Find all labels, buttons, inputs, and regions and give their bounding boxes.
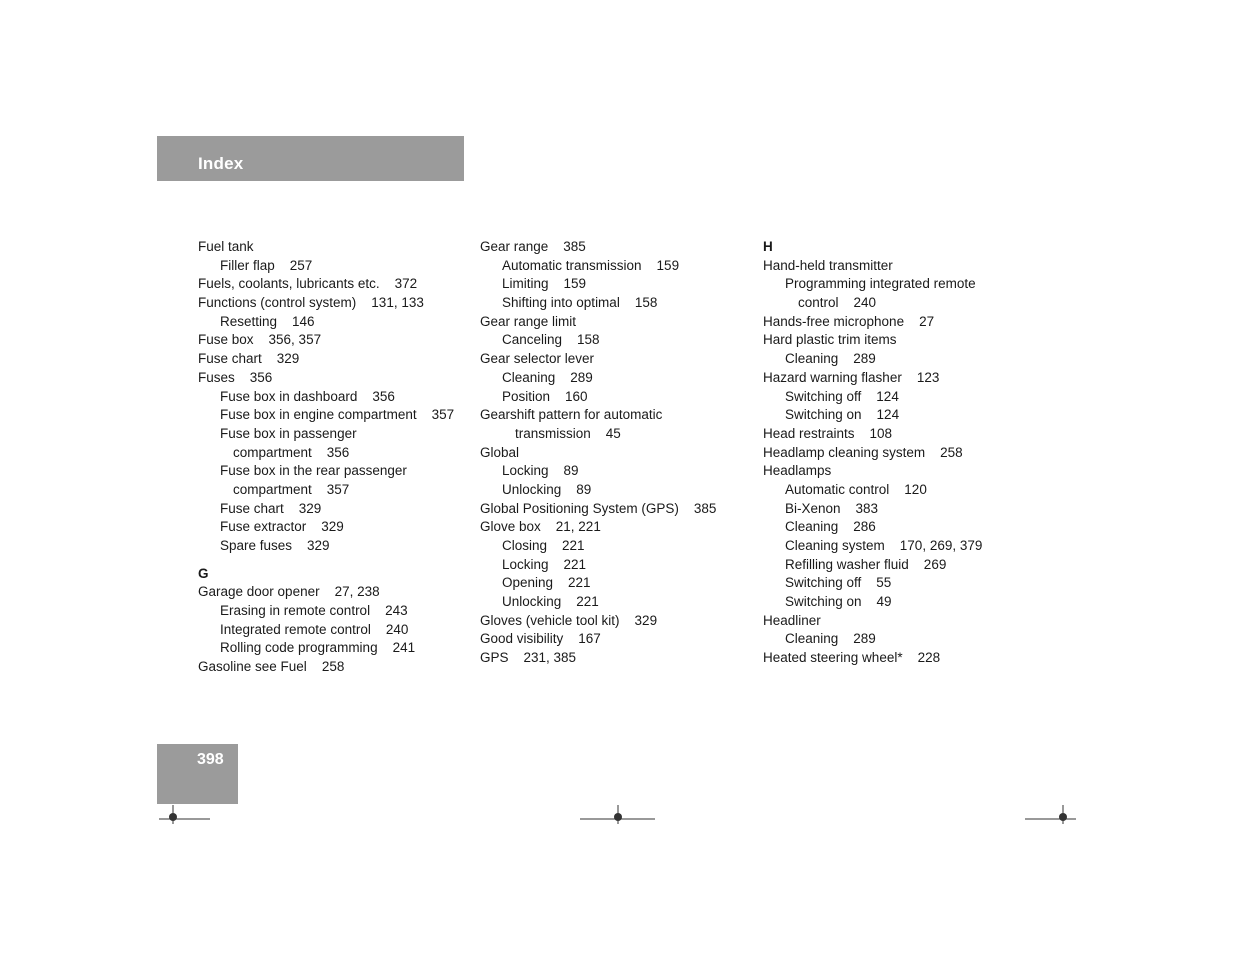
index-subentry: Cleaning 289 <box>785 351 876 367</box>
index-subentry: Position 160 <box>502 388 588 404</box>
index-subentry: Programming integrated remote <box>785 276 976 292</box>
index-entry: Headlamp cleaning system 258 <box>763 444 963 460</box>
registration-mark-icon <box>578 803 658 825</box>
index-subentry: Switching off 55 <box>785 575 892 591</box>
index-entry: Gear selector lever <box>480 351 595 367</box>
index-entry: Gear range 385 <box>480 239 586 254</box>
index-subentry: Locking 221 <box>502 556 587 572</box>
index-entry: Fuse chart 329 <box>198 351 300 367</box>
index-entry: Hard plastic trim items <box>763 332 897 348</box>
index-entry: Headlamps <box>763 463 832 479</box>
index-subentry: Locking 89 <box>502 463 579 479</box>
index-entry: Gloves (vehicle tool kit) 329 <box>480 612 658 628</box>
index-subentry: Limiting 159 <box>502 276 587 292</box>
index-subentry: Fuse box in the rear passenger <box>220 463 407 479</box>
index-subentry: Fuse box in dashboard 356 <box>220 388 395 404</box>
index-entry: GPS 231, 385 <box>480 650 577 666</box>
index-subentry: Switching on 124 <box>785 407 900 423</box>
index-subentry: Fuse extractor 329 <box>220 519 344 535</box>
index-entry: Gearshift pattern for automatic <box>480 407 663 423</box>
index-subentry: Closing 221 <box>502 538 585 553</box>
index-entry: Garage door opener 27, 238 <box>198 584 380 600</box>
index-subentry: Resetting 146 <box>220 313 315 329</box>
index-entry: Fuses 356 <box>198 369 273 385</box>
index-entry: Functions (control system) 131, 133 <box>198 295 424 311</box>
index-continuation: transmission 45 <box>515 425 621 441</box>
index-continuation: compartment 357 <box>233 481 350 497</box>
page-number: 398 <box>197 751 224 768</box>
index-entry: Heated steering wheel* 228 <box>763 650 941 666</box>
index-subentry: Refilling washer fluid 269 <box>785 556 947 572</box>
index-subentry: Fuse box in engine compartment 357 <box>220 407 455 423</box>
index-entry: Head restraints 108 <box>763 425 893 441</box>
section-header-bar <box>157 136 464 181</box>
index-entry: Global Positioning System (GPS) 385 <box>480 500 717 516</box>
index-entry: Gear range limit <box>480 313 577 329</box>
index-entry: Gasoline see Fuel 258 <box>198 659 345 675</box>
index-subentry: Erasing in remote control 243 <box>220 603 408 619</box>
index-column-2 <box>480 238 750 668</box>
index-entry: Glove box 21, 221 <box>480 519 601 535</box>
index-subentry: Bi-Xenon 383 <box>785 500 879 516</box>
index-entry: Hazard warning flasher 123 <box>763 369 940 385</box>
index-subentry: Spare fuses 329 <box>220 538 330 553</box>
section-title: Index <box>198 154 244 173</box>
index-entry: Fuels, coolants, lubricants etc. 372 <box>198 276 418 292</box>
section-gap <box>198 556 468 565</box>
index-subentry: Filler flap 257 <box>220 257 313 273</box>
index-continuation: control 240 <box>798 295 877 311</box>
index-letter-heading: G <box>198 565 209 581</box>
index-subentry: Rolling code programming 241 <box>220 640 416 656</box>
index-subentry: Cleaning 289 <box>502 369 593 385</box>
index-subentry: Fuse chart 329 <box>220 500 322 516</box>
index-subentry: Canceling 158 <box>502 332 600 348</box>
index-subentry: Fuse box in passenger <box>220 425 357 441</box>
index-entry: Hands-free microphone 27 <box>763 313 935 329</box>
registration-mark-icon <box>157 803 213 825</box>
index-subentry: Unlocking 221 <box>502 594 599 610</box>
page-number-tab <box>157 744 238 804</box>
index-entry: Good visibility 167 <box>480 631 601 647</box>
index-subentry: Switching off 124 <box>785 388 899 404</box>
index-entry: Fuel tank <box>198 239 254 254</box>
index-subentry: Integrated remote control 240 <box>220 621 409 637</box>
registration-mark-icon <box>1023 803 1079 825</box>
index-subentry: Cleaning 289 <box>785 631 876 647</box>
index-subentry: Automatic control 120 <box>785 481 927 497</box>
index-column-1 <box>198 238 468 677</box>
index-subentry: Shifting into optimal 158 <box>502 295 658 311</box>
index-subentry: Opening 221 <box>502 575 591 591</box>
index-subentry: Automatic transmission 159 <box>502 257 680 273</box>
index-subentry: Switching on 49 <box>785 594 892 610</box>
index-entry: Hand-held transmitter <box>763 257 893 273</box>
index-subentry: Unlocking 89 <box>502 481 592 497</box>
index-entry: Global <box>480 444 520 460</box>
index-subentry: Cleaning system 170, 269, 379 <box>785 538 983 553</box>
index-entry: Headliner <box>763 612 821 628</box>
index-continuation: compartment 356 <box>233 444 350 460</box>
index-subentry: Cleaning 286 <box>785 519 876 535</box>
index-entry: Fuse box 356, 357 <box>198 332 322 348</box>
index-letter-heading: H <box>763 239 773 254</box>
index-column-3 <box>763 238 1033 668</box>
